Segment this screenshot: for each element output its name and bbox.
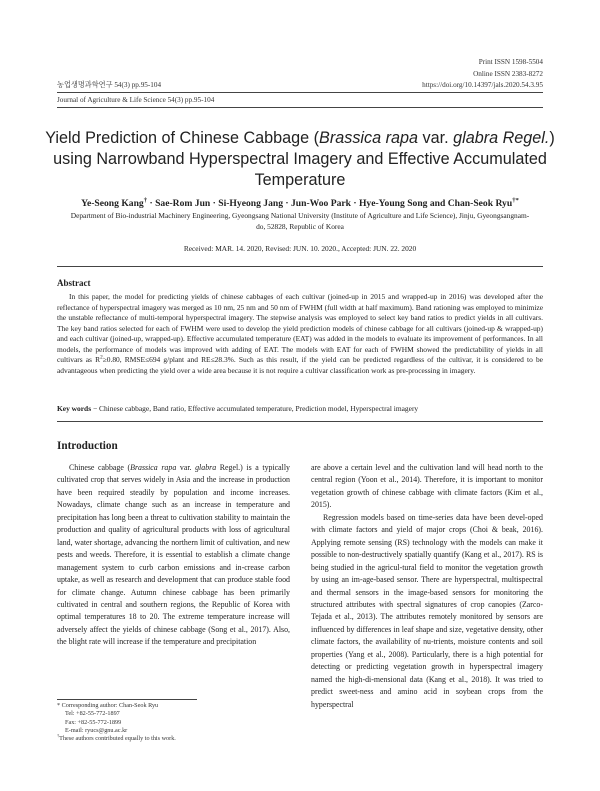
footnote (57, 702, 176, 743)
header-rule-top (57, 92, 543, 93)
paper-title: Yield Prediction of Chinese Cabbage (Brassica rapa var. glabra Regel.) using Narrowband Hyperspectral Imagery and Effective Accumulated Temperature (45, 129, 555, 189)
abstract-text: In this paper, the model for predicting yields of chinese cabbages of each cultivar (joined-up in 2015 and wrapped-up in 2016) was developed after the reflectance of hyperspectral imagery was merged as 10 nm, 25 nm and 50 nm of FWHM (full width at half maximum). Band rationing was employed to minimize the unstable reflectance of multi-temporal hyperspectral imagery. The stepwise analysis was employed to select key band ratios to predict yields in all cultivars. The key band ratios selected for each of FWHM were used to develop the yield prediction models of chinese cabbage for all cultivars (joined-up & wrapped-up) and each cultivar (joined-up, wrapped-up). Effective accumulated temperature (EAT) was added in the models to evaluate its improvement of performances. In all models, the performance of models was improved with adding of EAT. The models with EAT for each of FWHM showed the predictability of yields in all cultivars as $R^2\ge 0.80$, RMSE≤694 g/plant and RE≤28.3%. Such as this result, if the yield can be predicted regardless of the cultivar, it is considered to be advantageous when predicting the yield over a wide area because it is not require a cultivar classification work as pre-processing in imagery. (57, 292, 543, 375)
introduction-heading: Introduction (57, 440, 118, 452)
intro-column-left (57, 462, 290, 649)
keywords: Key words − Chinese cabbage, Band ratio, Effective accumulated temperature, Prediction model, Hyperspectral imagery (57, 404, 419, 413)
abstract-rule-bottom (57, 421, 543, 422)
doi-link[interactable]: https://doi.org/10.14397/jals.2020.54.3.95 (422, 81, 543, 89)
footnote-fax: Fax: +82-55-772-1899 (65, 718, 122, 726)
footnote-email: E-mail: ryucs@gnu.ac.kr (65, 726, 128, 734)
footnote-rule (57, 699, 197, 700)
equal-contribution-note: †These authors contributed equally to this work. (57, 733, 176, 743)
journal-korean: 농업생명과학연구 54(3) pp.95-104 (57, 81, 162, 89)
received-dates: Received: MAR. 14. 2020, Revised: JUN. 10. 2020., Accepted: JUN. 22. 2020 (183, 244, 417, 253)
header-rule-bottom (57, 107, 543, 108)
affiliation: Department of Bio-industrial Machinery Engineering, Gyeongsang National University (Institute of Agriculture and Life Science), Jinju, Gyeongsangnam-do, 52828, Republic of Korea (70, 211, 530, 231)
intro-paragraph-2: are above a certain level and the cultivation land will head north to the central region (Yoon et al., 2014). Therefore, it is important to monitor vegetation growth of chinese cabbage with climate factors (Kim et al., 2015). (311, 463, 543, 510)
author-list: Ye-Seong Kang† · Sae-Rom Jun · Si-Hyeong Jang · Jun-Woo Park · Hye-Young Song and Chan-Seok Ryu†* (81, 196, 519, 209)
print-issn: Print ISSN 1598-5504 (478, 58, 543, 66)
intro-paragraph-3: Regression models based on time-series data have been devel-oped with climate factors and yield of major crops (Choi & beak, 2016). Applying remote sensing (RS) technology with the models can make it possible to non-destructively spatially quantify (Kang et al., 2017). RS is being studied in the agricul-tural field to monitor the vegetation growth by using an im-age-based sensor. There are hyperspectral, multispectral and thermal sensors in the image-based sensors for monitoring the structured attributes with spectral signatures of crop canopies (Zarco-Tejada et al., 2013). The attributes remotely monitored by sensors are influenced by differences in leaf shape and size, vegetative density, other climate factors, the availability of nu-trients, moisture contents and soil properties (Yang et al., 2008). Particularly, there is a high potential for detecting or predicting vegetation growth in hyperspectral imagery named the high-di-mensional data (Kang et al., 2018). It was tried to predict sweet-ness and amino acid in soybean crops from the hyperspectral (311, 512, 543, 709)
abstract-rule-top (57, 266, 543, 267)
footnote-tel: Tel: +82-55-772-1897 (65, 710, 120, 718)
online-issn: Online ISSN 2383-8272 (473, 70, 543, 78)
abstract-heading: Abstract (57, 278, 91, 288)
corresponding-author: * Corresponding author: Chan-Seok Ryu (57, 702, 159, 709)
intro-paragraph-1: Chinese cabbage (Brassica rapa var. glabra Regel.) is a typically cultivated crop that serves widely in Asia and the increase in production have been required steadily by population and income increases. Nowadays, climate change such as an increase in temperature and precipitation has long been a threat to cultivation stability to maintain the production and quality of agricultural products with loss of agricultural land, water shortage, advancing the northern limit of cultivation, and new pests and weeds. Therefore, it is essential to establish a climate change management system to curb carbon emissions and in-crease carbon uptake, as well as research and development that can produce stable food for climate change. Autumn chinese cabbage has been primarily cultivated in central and southern regions, the Republic of Korea with optimal temperatures 18 to 20. The extreme temperature increase will adversely affect the yields of chinese cabbage (Song et al., 2017). Also, the blight rate will increase if the temperature and precipitation (57, 463, 290, 647)
intro-column-right (311, 462, 543, 711)
journal-english: Journal of Agriculture & Life Science 54(3) pp.95-104 (57, 96, 215, 104)
